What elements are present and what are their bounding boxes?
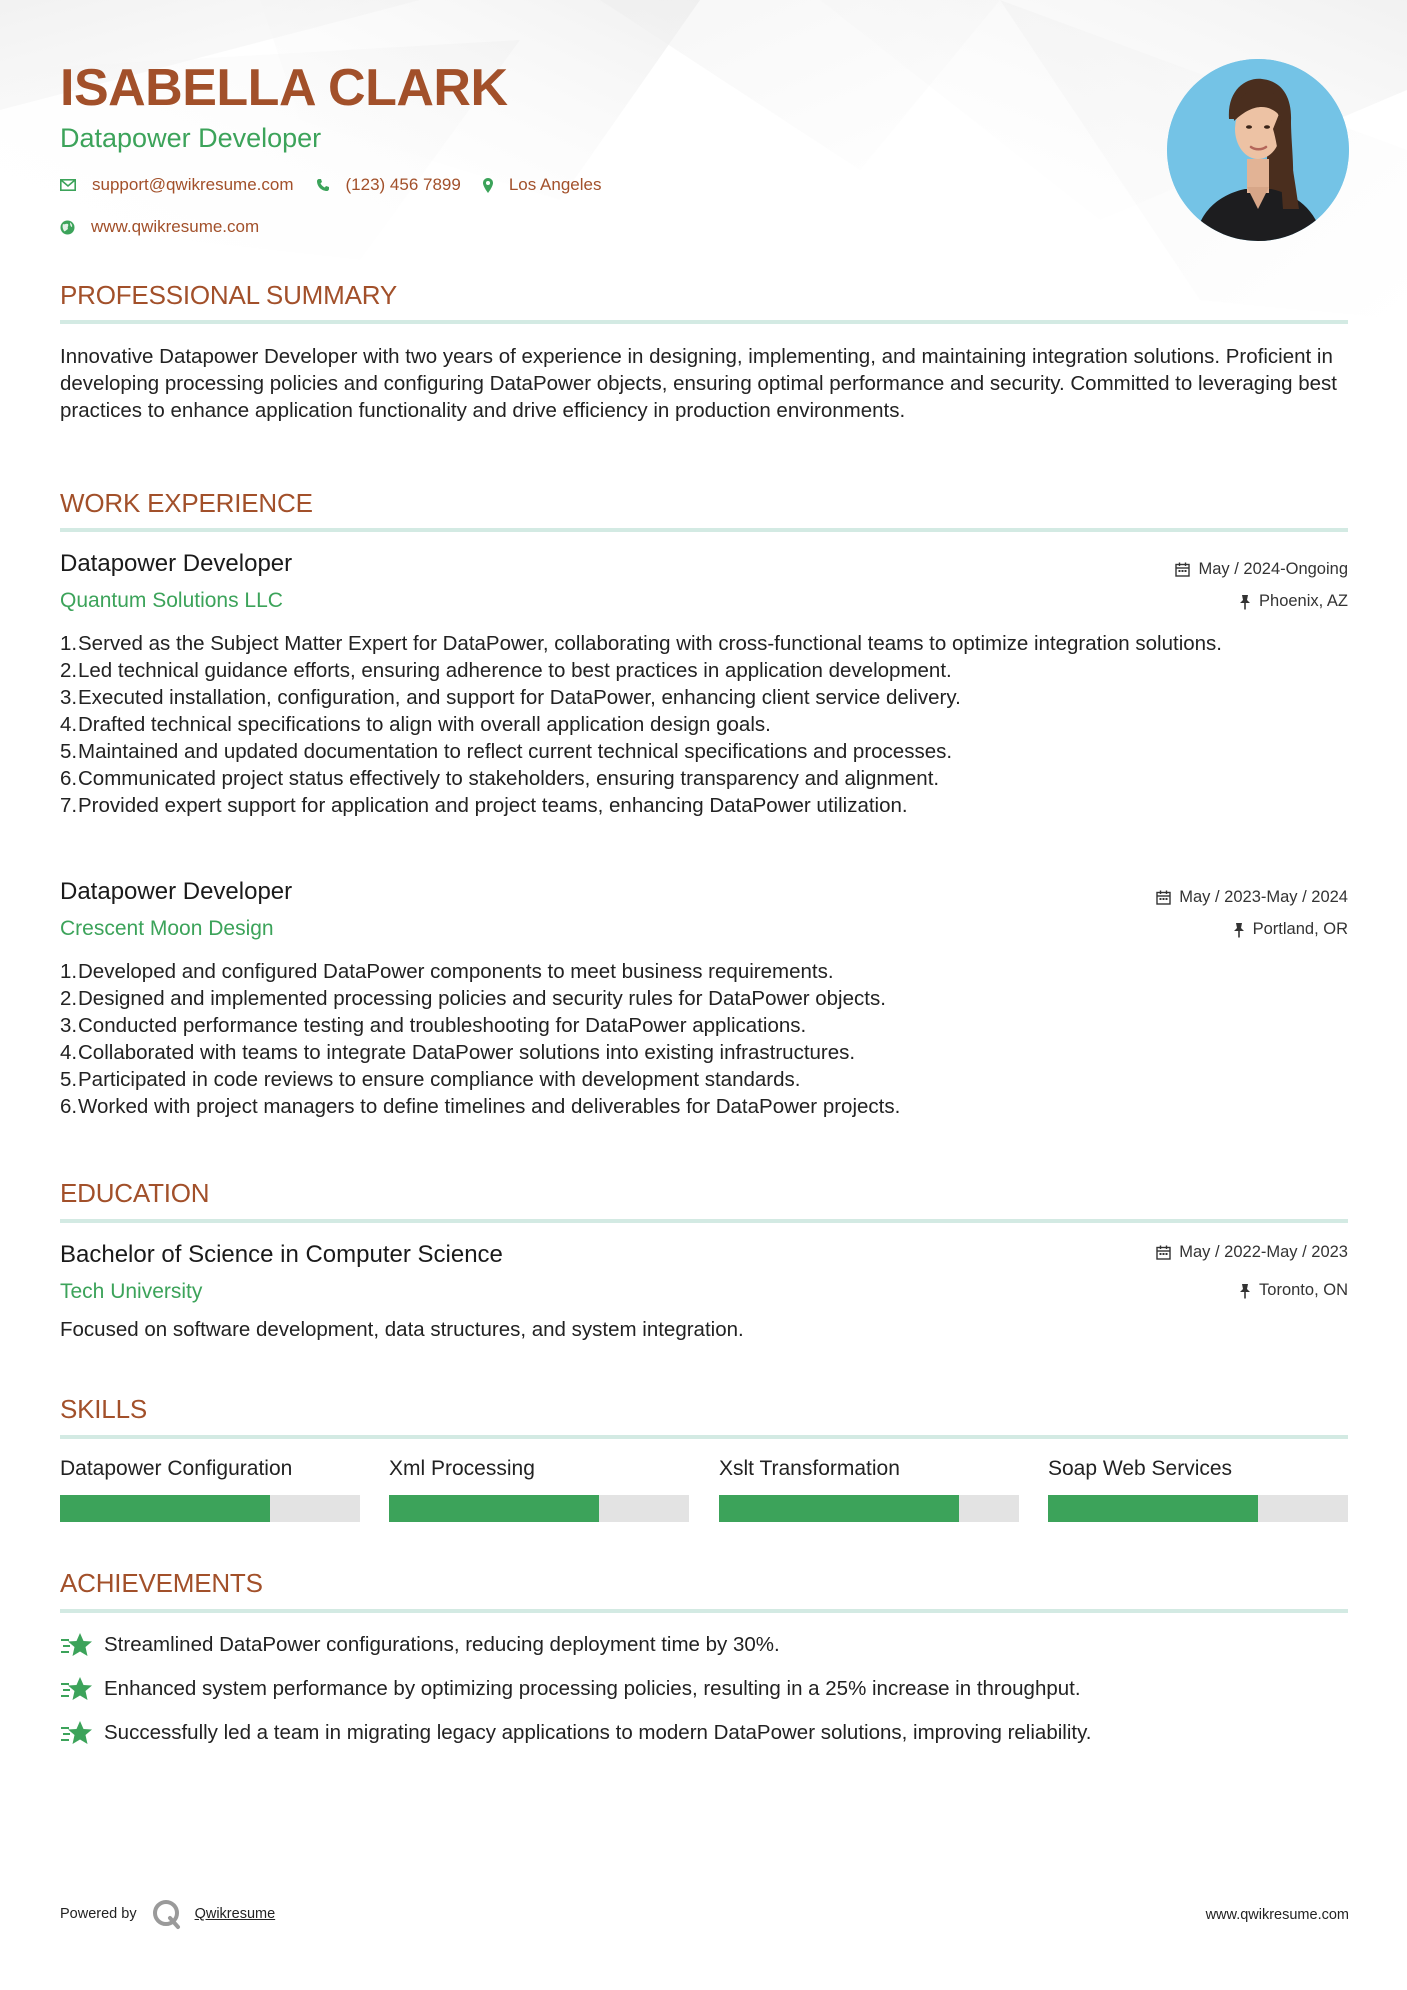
list-item: 4. Drafted technical specifications to align with overall application design goals. (60, 713, 771, 736)
experience-divider (60, 528, 1348, 532)
profile-photo (1167, 59, 1349, 241)
list-item: 4. Collaborated with teams to integrate DataPower solutions into existing infrastructures. (60, 1041, 856, 1064)
contact-phone[interactable] (316, 175, 461, 195)
calendar-icon (1156, 1245, 1171, 1260)
list-item: 3. Executed installation, configuration, and support for DataPower, enhancing client service delivery. (60, 686, 961, 709)
footer-powered-by (60, 1898, 275, 1930)
job-1-title: Datapower Developer (60, 550, 293, 577)
skill-bar (60, 1495, 360, 1522)
skill-label: Soap Web Services (1048, 1457, 1233, 1480)
achievement-text: Successfully led a team in migrating legacy applications to modern DataPower solutions, improving reliability. (104, 1721, 1092, 1744)
list-item: 2. Designed and implemented processing policies and security rules for DataPower objects. (60, 987, 886, 1010)
map-pin-icon (483, 178, 493, 193)
education-divider (60, 1219, 1348, 1223)
job-2-date-text: May / 2023-May / 2024 (1179, 888, 1348, 906)
summary-text: Innovative Datapower Developer with two years of experience in designing, implementing, and maintaining integration solutions. Proficient in developing processing policies and configuring DataPower objects, ensuring optimal performance and security. Committed to leveraging best practices to enhance application functionality and drive efficiency in production environments. (60, 345, 1338, 422)
list-item: 1. Developed and configured DataPower components to meet business requirements. (60, 960, 834, 983)
list-item: 3. Conducted performance testing and troubleshooting for DataPower applications. (60, 1014, 807, 1037)
job-1-duties (60, 630, 1350, 819)
contact-website[interactable] (60, 217, 259, 237)
powered-by-label: Powered by (60, 1906, 137, 1922)
education-school: Tech University (60, 1280, 203, 1303)
location-text: Los Angeles (508, 175, 602, 194)
summary-heading: PROFESSIONAL SUMMARY (60, 280, 397, 310)
skills-heading: SKILLS (60, 1394, 147, 1424)
achievements-heading: ACHIEVEMENTS (60, 1568, 263, 1598)
person-illustration (1167, 59, 1349, 241)
job-2-date (1156, 888, 1348, 907)
job-2-duties (60, 958, 1350, 1120)
phone-icon (316, 178, 330, 192)
achievement-text: Enhanced system performance by optimizing processing policies, resulting in a 25% increase in throughput. (104, 1677, 1081, 1700)
list-item: 5. Maintained and updated documentation to reflect current technical specifications and processes. (60, 740, 953, 763)
shooting-star-icon (60, 1631, 94, 1659)
skill-bar-fill (1048, 1495, 1258, 1522)
skills-divider (60, 1435, 1348, 1439)
job-2-location (1233, 920, 1348, 939)
contact-row-2 (60, 216, 623, 238)
pushpin-icon (1239, 1283, 1251, 1299)
candidate-title: Datapower Developer (60, 123, 322, 153)
skill-bar-fill (719, 1495, 959, 1522)
education-degree: Bachelor of Science in Computer Science (60, 1241, 503, 1268)
skill-item (60, 1457, 360, 1522)
achievements-divider (60, 1609, 1348, 1613)
education-location-text: Toronto, ON (1259, 1281, 1348, 1299)
pushpin-icon (1233, 922, 1245, 938)
envelope-icon (60, 179, 76, 191)
calendar-icon (1156, 890, 1171, 905)
job-1-date-text: May / 2024-Ongoing (1198, 560, 1348, 578)
candidate-name: ISABELLA CLARK (60, 59, 508, 117)
skill-bar-fill (60, 1495, 270, 1522)
skill-item (389, 1457, 689, 1522)
job-1-company: Quantum Solutions LLC (60, 589, 283, 612)
education-description: Focused on software development, data structures, and system integration. (60, 1318, 744, 1341)
pushpin-icon (1239, 594, 1251, 610)
shooting-star-icon (60, 1675, 94, 1703)
email-text: support@qwikresume.com (92, 175, 294, 194)
job-1-date (1175, 560, 1348, 579)
phone-text: (123) 456 7899 (345, 175, 461, 194)
achievement-item (60, 1719, 1092, 1747)
shooting-star-icon (60, 1719, 94, 1747)
list-item: 2. Led technical guidance efforts, ensuring adherence to best practices in application development. (60, 659, 952, 682)
achievement-item (60, 1675, 1081, 1703)
globe-icon (60, 220, 75, 235)
website-text: www.qwikresume.com (91, 217, 260, 236)
job-2-title: Datapower Developer (60, 878, 293, 905)
achievement-item (60, 1631, 780, 1659)
skill-label: Xml Processing (389, 1457, 535, 1480)
list-item: 6. Worked with project managers to define timelines and deliverables for DataPower projects. (60, 1095, 901, 1118)
contact-row (60, 174, 623, 196)
skill-label: Datapower Configuration (60, 1457, 293, 1480)
skill-bar (389, 1495, 689, 1522)
resume-header (60, 56, 623, 238)
job-2-company: Crescent Moon Design (60, 917, 274, 940)
contact-location (483, 175, 602, 195)
experience-heading: WORK EXPERIENCE (60, 488, 313, 518)
list-item: 6. Communicated project status effectively to stakeholders, ensuring transparency and alignment. (60, 767, 940, 790)
job-1-location-text: Phoenix, AZ (1259, 592, 1348, 610)
calendar-icon (1175, 562, 1190, 577)
skill-item (719, 1457, 1019, 1522)
footer-website[interactable]: www.qwikresume.com (1205, 1907, 1349, 1923)
education-heading: EDUCATION (60, 1178, 210, 1208)
education-location (1239, 1281, 1348, 1300)
job-1-location (1239, 592, 1348, 611)
summary-divider (60, 320, 1348, 324)
skill-bar (719, 1495, 1019, 1522)
job-2-location-text: Portland, OR (1252, 920, 1348, 938)
list-item: 5. Participated in code reviews to ensure compliance with development standards. (60, 1068, 801, 1091)
contact-email[interactable] (60, 175, 294, 195)
skill-label: Xslt Transformation (719, 1457, 900, 1480)
skill-item (1048, 1457, 1348, 1522)
list-item: 1. Served as the Subject Matter Expert for DataPower, collaborating with cross-functional teams to optimize integration solutions. (60, 632, 1223, 655)
achievement-text: Streamlined DataPower configurations, reducing deployment time by 30%. (104, 1633, 780, 1656)
education-date-text: May / 2022-May / 2023 (1179, 1243, 1348, 1261)
education-date (1156, 1243, 1348, 1262)
skill-bar-fill (389, 1495, 599, 1522)
skill-bar (1048, 1495, 1348, 1522)
qwikresume-logo-icon (151, 1898, 183, 1930)
list-item: 7. Provided expert support for application and project teams, enhancing DataPower utilization. (60, 794, 908, 817)
qwikresume-link[interactable]: Qwikresume (194, 1906, 276, 1922)
